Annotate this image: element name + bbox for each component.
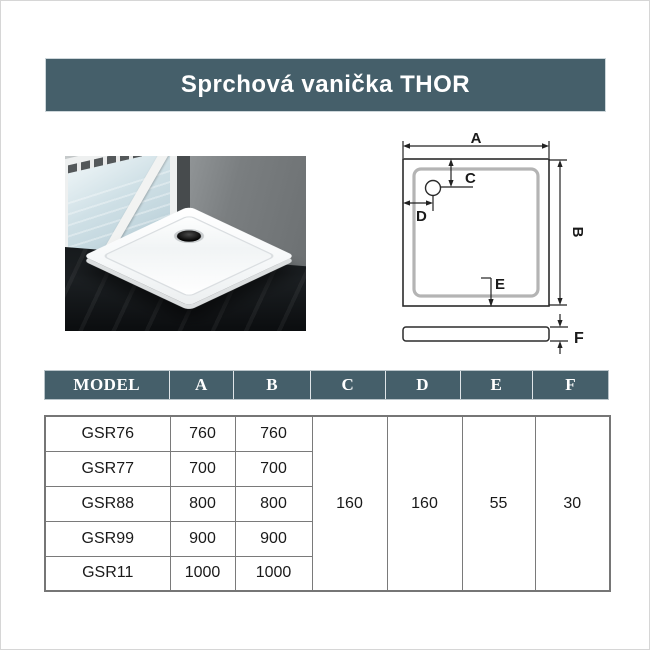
dim-d-shared-cell: 160: [387, 416, 462, 591]
dimension-diagram: [399, 131, 599, 361]
table-row: [45, 416, 610, 451]
header-e: E: [461, 371, 534, 399]
header-a: A: [170, 371, 235, 399]
dim-b-cell: 700: [235, 451, 312, 486]
header-f: F: [565, 375, 577, 394]
dim-a-cell: 1000: [170, 556, 235, 591]
top-view-drawing: [403, 159, 549, 306]
header-b: B: [234, 371, 311, 399]
dim-e-shared-cell: 55: [462, 416, 535, 591]
dimension-b: [549, 160, 567, 305]
header-c: C: [311, 371, 386, 399]
model-cell: GSR76: [45, 416, 170, 451]
title-banner: [45, 58, 606, 112]
product-photo: [65, 156, 306, 331]
model-cell: GSR99: [45, 521, 170, 556]
dim-f-shared-cell: 30: [535, 416, 610, 591]
model-cell: GSR88: [45, 486, 170, 521]
dim-b-cell: 900: [235, 521, 312, 556]
dim-a-cell: 900: [170, 521, 235, 556]
spec-table-header: [44, 370, 609, 400]
side-view-drawing: [403, 327, 549, 341]
dim-b-cell: 800: [235, 486, 312, 521]
dim-b-cell: 760: [235, 416, 312, 451]
page-title: Sprchová vanička THOR: [180, 71, 471, 98]
dim-a-cell: 760: [170, 416, 235, 451]
model-cell: GSR77: [45, 451, 170, 486]
model-cell: GSR11: [45, 556, 170, 591]
dim-label-a: A: [470, 131, 482, 147]
dim-label-e: E: [495, 276, 506, 293]
spec-table-body: [44, 415, 611, 592]
drain-circle: [426, 181, 441, 196]
dim-b-cell: 1000: [235, 556, 312, 591]
dim-label-b: B: [569, 226, 586, 238]
dim-label-c: C: [465, 170, 476, 187]
dim-label-d: D: [416, 208, 427, 225]
header-model: MODEL: [45, 371, 170, 399]
header-d: D: [386, 371, 461, 399]
dim-a-cell: 800: [170, 486, 235, 521]
dim-c-shared-cell: 160: [312, 416, 387, 591]
dim-a-cell: 700: [170, 451, 235, 486]
dim-label-f: F: [574, 330, 584, 347]
dimension-f: [550, 314, 568, 354]
